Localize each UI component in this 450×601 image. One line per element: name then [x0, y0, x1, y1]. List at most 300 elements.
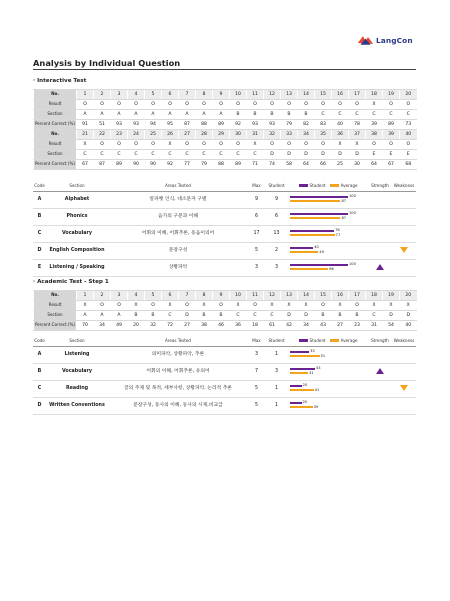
- percent-cell: 61: [264, 321, 281, 331]
- section-cell: B: [247, 110, 264, 120]
- section-cell: A: [213, 110, 230, 120]
- percent-cell: 30: [349, 160, 366, 170]
- area-strength: [368, 346, 392, 363]
- no-cell: 28: [196, 130, 213, 140]
- header-strength: Strength: [368, 180, 392, 191]
- percent-cell: 89: [230, 160, 247, 170]
- student-bar-label: 100: [349, 261, 356, 266]
- student-bar: [290, 368, 315, 370]
- strength-triangle-icon: [376, 368, 384, 374]
- percent-cell: 36: [230, 321, 247, 331]
- header-student: Student: [265, 180, 288, 191]
- no-cell: 17: [349, 291, 366, 301]
- legend-average-label: Average: [340, 182, 358, 188]
- area-strength: [368, 363, 392, 380]
- average-bar: [290, 217, 340, 219]
- result-cell: O: [281, 100, 298, 110]
- areas-header-row: [33, 335, 416, 346]
- result-cell: X: [298, 301, 315, 311]
- average-bar: [290, 389, 314, 391]
- result-cell: O: [247, 100, 264, 110]
- section-cell: A: [77, 110, 94, 120]
- no-cell: 9: [213, 90, 230, 100]
- percent-cell: 51: [94, 120, 111, 130]
- result-cell: O: [145, 140, 162, 150]
- no-cell: 35: [315, 130, 332, 140]
- student-bar-label: 43: [315, 365, 321, 370]
- area-weakness: [392, 242, 416, 259]
- result-cell: X: [247, 140, 264, 150]
- area-bar-chart: [288, 380, 368, 397]
- section-cell: B: [315, 311, 332, 321]
- area-weakness: [392, 346, 416, 363]
- average-bar: [290, 200, 340, 202]
- section-cell: A: [111, 110, 128, 120]
- student-bar-label: 40: [314, 244, 319, 249]
- percent-cell: 64: [366, 160, 383, 170]
- area-row: [33, 242, 416, 259]
- weakness-triangle-icon: [400, 385, 408, 391]
- section-cell: C: [162, 150, 179, 160]
- no-cell: 6: [162, 291, 179, 301]
- result-cell: O: [298, 140, 315, 150]
- header-student: Student: [265, 335, 288, 346]
- result-cell: O: [349, 100, 366, 110]
- section-cell: B: [145, 311, 162, 321]
- percent-cell: 40: [400, 321, 417, 331]
- percent-cell: 73: [400, 120, 417, 130]
- area-row: [33, 363, 416, 380]
- no-cell: 21: [77, 130, 94, 140]
- section-cell: C: [111, 150, 128, 160]
- result-cell: O: [196, 100, 213, 110]
- header-legend: [288, 335, 368, 346]
- section-cell: D: [298, 150, 315, 160]
- percent-correct-row-label: Percent Correct (%): [34, 160, 77, 170]
- average-bar-label: 31: [308, 371, 314, 376]
- area-section: Alphabet: [46, 191, 108, 208]
- area-description: 상황파악: [108, 259, 248, 276]
- percent-cell: 20: [128, 321, 145, 331]
- percent-cell: 34: [94, 321, 111, 331]
- area-weakness: [392, 208, 416, 225]
- area-row: [33, 259, 416, 276]
- result-cell: X: [281, 301, 298, 311]
- legend-average-label: Average: [340, 337, 358, 343]
- section-cell: A: [145, 110, 162, 120]
- area-code: D: [33, 242, 46, 259]
- percent-cell: 46: [213, 321, 230, 331]
- no-cell: 32: [264, 130, 281, 140]
- percent-cell: 93: [247, 120, 264, 130]
- average-bar-label: 87: [341, 216, 347, 221]
- no-cell: 15: [315, 291, 332, 301]
- area-max: 3: [248, 259, 265, 276]
- section-cell: A: [94, 311, 111, 321]
- result-cell: O: [332, 100, 349, 110]
- area-student-score: 6: [265, 208, 288, 225]
- question-number-row-label: No.: [34, 291, 77, 301]
- section-cell: C: [145, 150, 162, 160]
- student-swatch: [299, 184, 308, 186]
- section-cell: C: [349, 110, 366, 120]
- average-bar: [290, 251, 318, 253]
- section-cell: B: [213, 311, 230, 321]
- percent-cell: 89: [111, 160, 128, 170]
- average-bar-label: 66: [329, 267, 334, 272]
- area-row: [33, 208, 416, 225]
- percent-cell: 70: [77, 321, 94, 331]
- area-description: 글의 주제 및 목적, 세부사항, 상황파악, 논리적 추론: [108, 380, 248, 397]
- area-student-score: 3: [265, 259, 288, 276]
- section-row-label: Section: [34, 110, 77, 120]
- section-cell: C: [400, 110, 417, 120]
- percent-cell: 89: [213, 120, 230, 130]
- result-cell: X: [349, 140, 366, 150]
- area-max: 7: [248, 363, 265, 380]
- area-student-score: 9: [265, 191, 288, 208]
- header-section: Section: [46, 180, 108, 191]
- langcon-logo: [357, 33, 427, 47]
- section-cell: C: [230, 311, 247, 321]
- student-bar: [290, 230, 334, 232]
- academic-question-table: [33, 290, 417, 331]
- no-cell: 18: [366, 90, 383, 100]
- percent-cell: 71: [247, 160, 264, 170]
- result-cell: O: [94, 140, 111, 150]
- no-cell: 34: [298, 130, 315, 140]
- interactive-question-table: [33, 89, 417, 170]
- no-cell: 39: [383, 130, 400, 140]
- section-cell: C: [77, 150, 94, 160]
- percent-correct-row: [34, 321, 417, 331]
- area-code: C: [33, 380, 46, 397]
- area-description: 알파벳 인식, 대소문자 구별: [108, 191, 248, 208]
- percent-cell: 68: [400, 160, 417, 170]
- percent-cell: 27: [179, 321, 196, 331]
- result-row: [34, 140, 417, 150]
- no-cell: 24: [128, 130, 145, 140]
- no-cell: 20: [400, 291, 417, 301]
- result-cell: X: [196, 301, 213, 311]
- area-section: Listening: [46, 346, 108, 363]
- section-cell: D: [264, 150, 281, 160]
- no-cell: 2: [94, 90, 111, 100]
- section-cell: B: [196, 311, 213, 321]
- result-cell: O: [400, 100, 417, 110]
- academic-test-heading: · Academic Test - Step 1: [33, 279, 109, 285]
- percent-cell: 18: [247, 321, 264, 331]
- average-bar: [290, 355, 320, 357]
- no-cell: 37: [349, 130, 366, 140]
- no-cell: 3: [111, 291, 128, 301]
- section-cell: A: [94, 110, 111, 120]
- percent-cell: 94: [145, 120, 162, 130]
- area-section: Listening / Speaking: [46, 259, 108, 276]
- student-bar: [290, 264, 348, 266]
- section-cell: C: [196, 150, 213, 160]
- question-number-row: [34, 130, 417, 140]
- area-bar-chart: [288, 346, 368, 363]
- result-cell: X: [383, 301, 400, 311]
- header-strength: Strength: [368, 335, 392, 346]
- no-cell: 8: [196, 291, 213, 301]
- section-cell: C: [366, 311, 383, 321]
- no-cell: 5: [145, 291, 162, 301]
- header-code: Code: [33, 180, 46, 191]
- student-swatch: [299, 339, 308, 341]
- no-cell: 11: [247, 291, 264, 301]
- area-bar-chart: [288, 259, 368, 276]
- area-strength: [368, 397, 392, 414]
- section-cell: C: [366, 110, 383, 120]
- area-student-score: 1: [265, 380, 288, 397]
- percent-cell: 95: [162, 120, 179, 130]
- section-cell: A: [77, 311, 94, 321]
- section-cell: A: [179, 110, 196, 120]
- no-cell: 20: [400, 90, 417, 100]
- area-student-score: 2: [265, 242, 288, 259]
- result-cell: O: [383, 100, 400, 110]
- area-section: Vocabulary: [46, 225, 108, 242]
- percent-cell: 25: [332, 160, 349, 170]
- percent-cell: 43: [315, 321, 332, 331]
- student-bar-label: 20: [302, 382, 308, 387]
- section-cell: C: [213, 150, 230, 160]
- section-cell: D: [315, 150, 332, 160]
- no-cell: 2: [94, 291, 111, 301]
- result-cell: O: [264, 100, 281, 110]
- area-description: 문장구성, 동사의 이해, 동사의 시제,비교급: [108, 397, 248, 414]
- section-cell: B: [349, 311, 366, 321]
- result-cell: O: [162, 100, 179, 110]
- section-cell: C: [128, 150, 145, 160]
- area-max: 3: [248, 346, 265, 363]
- percent-cell: 87: [94, 160, 111, 170]
- no-cell: 12: [264, 291, 281, 301]
- section-row-label: Section: [34, 150, 77, 160]
- percent-cell: 78: [349, 120, 366, 130]
- no-cell: 12: [264, 90, 281, 100]
- student-bar-label: 76: [335, 227, 340, 232]
- no-cell: 16: [332, 90, 349, 100]
- result-cell: O: [315, 140, 332, 150]
- question-number-row: [34, 291, 417, 301]
- area-strength: [368, 242, 392, 259]
- no-cell: 13: [281, 291, 298, 301]
- result-cell: O: [128, 140, 145, 150]
- section-cell: C: [247, 311, 264, 321]
- no-cell: 31: [247, 130, 264, 140]
- area-description: 문장구성: [108, 242, 248, 259]
- average-swatch: [330, 184, 339, 186]
- result-cell: O: [315, 100, 332, 110]
- result-row: [34, 301, 417, 311]
- no-cell: 16: [332, 291, 349, 301]
- header-max: Max: [248, 335, 265, 346]
- section-cell: C: [179, 150, 196, 160]
- average-bar-label: 49: [319, 250, 324, 255]
- result-cell: O: [298, 100, 315, 110]
- area-max: 5: [248, 380, 265, 397]
- average-bar-label: 77: [335, 233, 341, 238]
- no-cell: 14: [298, 291, 315, 301]
- area-section: Phonics: [46, 208, 108, 225]
- header-areas: Areas Tested: [108, 180, 248, 191]
- header-weakness: Weakness: [392, 180, 416, 191]
- result-cell: O: [264, 140, 281, 150]
- area-strength: [368, 225, 392, 242]
- area-code: B: [33, 208, 46, 225]
- no-cell: 7: [179, 291, 196, 301]
- percent-cell: 79: [281, 120, 298, 130]
- percent-cell: 49: [111, 321, 128, 331]
- section-cell: D: [332, 150, 349, 160]
- percent-cell: 27: [332, 321, 349, 331]
- area-bar-chart: [288, 242, 368, 259]
- area-code: A: [33, 346, 46, 363]
- area-section: Vocabulary: [46, 363, 108, 380]
- no-cell: 33: [281, 130, 298, 140]
- section-cell: D: [400, 311, 417, 321]
- no-cell: 11: [247, 90, 264, 100]
- page-title: Analysis by Individual Question: [33, 58, 416, 70]
- area-code: A: [33, 191, 46, 208]
- no-cell: 19: [383, 90, 400, 100]
- no-cell: 10: [230, 90, 247, 100]
- percent-cell: 42: [281, 321, 298, 331]
- average-bar-label: 41: [314, 388, 320, 393]
- percent-cell: 89: [383, 120, 400, 130]
- section-row: [34, 110, 417, 120]
- question-number-row-label: No.: [34, 90, 77, 100]
- question-number-row-label: No.: [34, 130, 77, 140]
- header-max: Max: [248, 180, 265, 191]
- result-cell: O: [213, 140, 230, 150]
- section-cell: B: [332, 311, 349, 321]
- result-cell: O: [230, 100, 247, 110]
- percent-cell: 92: [230, 120, 247, 130]
- no-cell: 15: [315, 90, 332, 100]
- area-bar-chart: [288, 191, 368, 208]
- no-cell: 5: [145, 90, 162, 100]
- percent-correct-row-label: Percent Correct (%): [34, 321, 77, 331]
- result-cell: O: [145, 100, 162, 110]
- header-weakness: Weakness: [392, 335, 416, 346]
- section-cell: B: [264, 110, 281, 120]
- result-cell: O: [77, 100, 94, 110]
- result-cell: O: [179, 100, 196, 110]
- area-row: [33, 380, 416, 397]
- result-cell: O: [400, 140, 417, 150]
- section-cell: D: [349, 150, 366, 160]
- area-weakness: [392, 363, 416, 380]
- percent-cell: 34: [298, 321, 315, 331]
- area-student-score: 1: [265, 397, 288, 414]
- area-weakness: [392, 259, 416, 276]
- section-cell: D: [281, 311, 298, 321]
- section-row: [34, 311, 417, 321]
- percent-cell: 32: [145, 321, 162, 331]
- section-cell: E: [400, 150, 417, 160]
- percent-cell: 31: [366, 321, 383, 331]
- result-cell: O: [111, 100, 128, 110]
- area-code: E: [33, 259, 46, 276]
- section-cell: D: [281, 150, 298, 160]
- no-cell: 19: [383, 291, 400, 301]
- area-description: 음가의 구분과 이해: [108, 208, 248, 225]
- percent-cell: 23: [349, 321, 366, 331]
- result-cell: X: [332, 140, 349, 150]
- area-weakness: [392, 225, 416, 242]
- section-cell: E: [366, 150, 383, 160]
- result-cell: O: [111, 301, 128, 311]
- average-bar-label: 39: [313, 405, 319, 410]
- percent-cell: 82: [298, 120, 315, 130]
- student-bar: [290, 351, 309, 353]
- no-cell: 26: [162, 130, 179, 140]
- section-cell: C: [94, 150, 111, 160]
- area-strength: [368, 191, 392, 208]
- no-cell: 6: [162, 90, 179, 100]
- question-number-row: [34, 90, 417, 100]
- area-weakness: [392, 380, 416, 397]
- interactive-areas-table: [33, 180, 416, 277]
- legend-student-label: Student: [309, 182, 326, 188]
- percent-cell: 40: [332, 120, 349, 130]
- no-cell: 18: [366, 291, 383, 301]
- result-cell: X: [230, 301, 247, 311]
- area-description: 어휘의 이해, 어휘추론, 유의어: [108, 363, 248, 380]
- result-row-label: Result: [34, 301, 77, 311]
- result-cell: X: [366, 100, 383, 110]
- average-bar: [290, 372, 308, 374]
- average-bar-label: 51: [320, 354, 326, 359]
- result-cell: O: [94, 301, 111, 311]
- result-row: [34, 100, 417, 110]
- area-code: B: [33, 363, 46, 380]
- student-bar: [290, 385, 302, 387]
- percent-cell: 92: [162, 160, 179, 170]
- result-cell: X: [77, 301, 94, 311]
- no-cell: 7: [179, 90, 196, 100]
- areas-header-row: [33, 180, 416, 191]
- result-cell: O: [179, 140, 196, 150]
- academic-areas-table: [33, 335, 416, 415]
- area-row: [33, 397, 416, 414]
- percent-cell: 77: [179, 160, 196, 170]
- area-strength: [368, 208, 392, 225]
- section-row: [34, 150, 417, 160]
- percent-cell: 87: [179, 120, 196, 130]
- no-cell: 4: [128, 291, 145, 301]
- area-code: D: [33, 397, 46, 414]
- section-cell: B: [298, 110, 315, 120]
- area-student-score: 13: [265, 225, 288, 242]
- average-bar: [290, 268, 328, 270]
- area-section: English Composition: [46, 242, 108, 259]
- brand-mark-icon: [357, 34, 374, 47]
- no-cell: 17: [349, 90, 366, 100]
- percent-cell: 38: [196, 321, 213, 331]
- section-cell: C: [162, 311, 179, 321]
- header-areas: Areas Tested: [108, 335, 248, 346]
- no-cell: 29: [213, 130, 230, 140]
- result-cell: O: [145, 301, 162, 311]
- section-cell: A: [196, 110, 213, 120]
- section-cell: B: [128, 311, 145, 321]
- percent-cell: 67: [77, 160, 94, 170]
